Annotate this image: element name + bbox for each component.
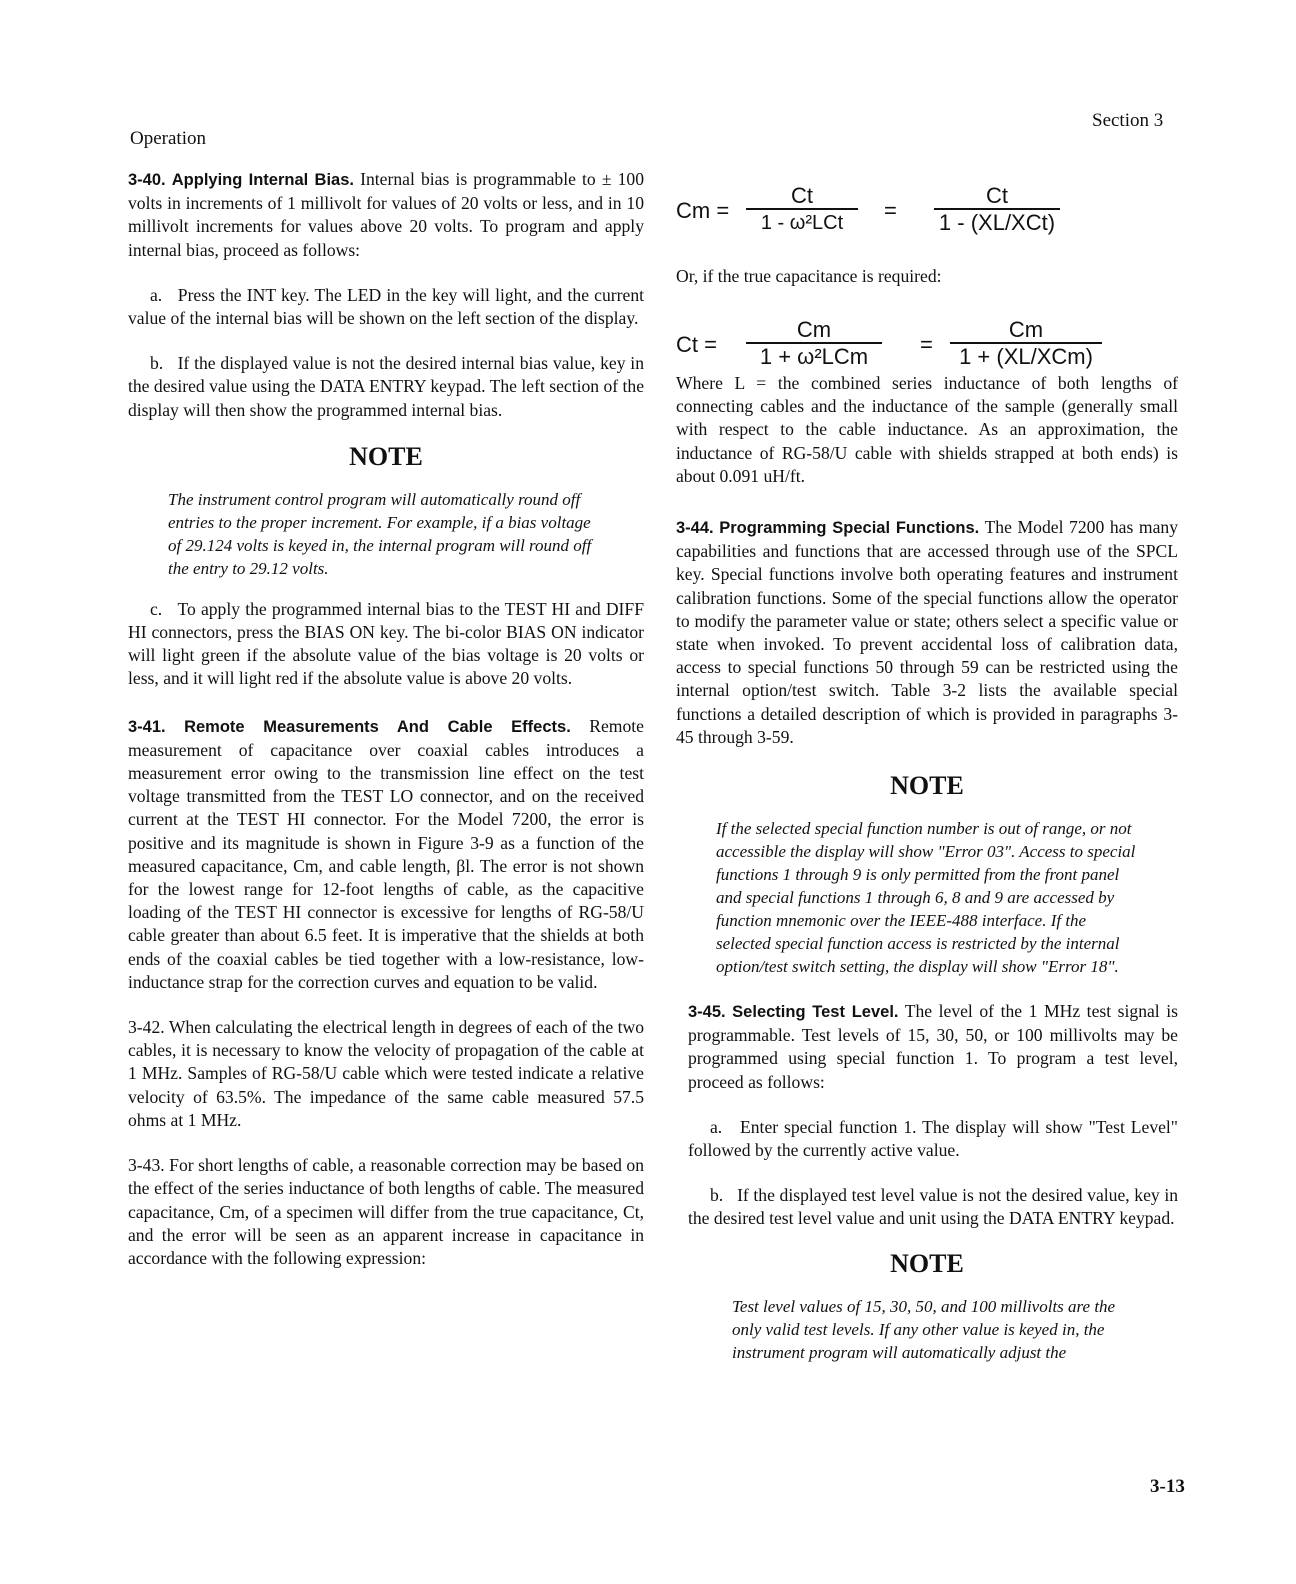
note-text: Test level values of 15, 30, 50, and 100 millivolts are the only valid test levels. If any other value is keyed in, the instrument program will automatically adjust the <box>732 1296 1116 1362</box>
step-c <box>128 598 644 691</box>
section-title: Selecting Test Level. <box>732 1003 899 1022</box>
equals-sign: = <box>884 198 897 223</box>
section-number: 3-42. <box>128 1017 165 1038</box>
fraction <box>746 184 858 236</box>
paragraph-text: Internal bias is programmable to ± 100 volts in increments of 1 millivolt for values of 20 volts or less, and in 10 millivolt increments for values above 20 volts. To program and apply internal bias, proceed as follows: <box>128 169 645 260</box>
equation-lhs: Cm = <box>676 198 730 223</box>
numerator: Ct <box>746 184 858 210</box>
section-number: 3-44. <box>676 519 714 538</box>
fraction <box>934 184 1060 236</box>
section-3-40 <box>128 168 644 262</box>
step-label: b. <box>150 353 164 374</box>
where-paragraph: Where L = the combined series inductance of both lengths of connecting cables and the inductance of the sample (generally small with respect to the cable inductance. As an approximation, the inductance of RG-58/U cable with shields strapped at both ends) is about 0.091 uH/ft. <box>676 373 1178 486</box>
denominator: 1 - (XL/XCt) <box>938 210 1056 235</box>
section-number: 3-41. <box>128 717 166 736</box>
section-number: 3-40. <box>128 171 166 189</box>
section-title: Applying Internal Bias. <box>171 171 354 189</box>
step-text: Enter special function 1. The display will show "Test Level" followed by the currently active value. <box>688 1116 1178 1161</box>
section-number: 3-45. <box>688 1003 726 1022</box>
numerator: Cm <box>950 318 1102 344</box>
denominator: 1 + ω²LCm <box>759 344 869 369</box>
step-label: b. <box>710 1185 724 1206</box>
running-header-left: Operation <box>130 128 206 149</box>
denominator: 1 - ω²LCt <box>760 212 844 234</box>
paragraph-text: The level of the 1 MHz test signal is programmable. Test levels of 15, 30, 50, or 100 millivolts may be programmed using special function 1. To program a test level, proceed as follows: <box>688 1001 1178 1092</box>
section-3-42 <box>128 1016 644 1132</box>
section-title: Remote Measurements And Cable Effects. <box>184 717 571 736</box>
section-3-44 <box>676 516 1178 749</box>
note-title: NOTE <box>890 771 964 801</box>
paragraph-text: For short lengths of cable, a reasonable correction may be based on the effect of the series inductance of both lengths of cable. The measured capacitance, Cm, of a specimen will differ from the true capacitance, Ct, and the error will be seen as an apparent increase in capacitance in accordance with the following expression: <box>128 1155 645 1268</box>
step-text: To apply the programmed internal bias to the TEST HI and DIFF HI connectors, press the BIAS ON key. The bi-color BIAS ON indicator will light green if the absolute value of the bias voltage is 20 volts or less, and it will light red if the absolute value is above 20 volts. <box>128 598 644 689</box>
right-column <box>676 372 1178 1364</box>
step-a <box>688 1116 1178 1162</box>
equation-lhs: Ct = <box>676 332 717 357</box>
section-3-43 <box>128 1154 644 1270</box>
step-text: If the displayed value is not the desired internal bias value, key in the desired value using the DATA ENTRY keypad. The left section of the display will then show the programmed internal bias. <box>128 353 645 420</box>
step-label: a. <box>710 1116 723 1137</box>
note-text: The instrument control program will automatically round off entries to the proper increment. For example, if a bias voltage of 29.124 volts is keyed in, the internal program will round off the entry to 29.12 volts. <box>168 489 592 578</box>
section-title: Programming Special Functions. <box>719 519 980 538</box>
step-label: c. <box>150 598 163 619</box>
fraction <box>746 318 882 370</box>
running-header-right: Section 3 <box>1092 110 1164 131</box>
fraction <box>950 318 1102 370</box>
step-text: If the displayed test level value is not the desired value, key in the desired test level value and unit using the DATA ENTRY keypad. <box>688 1185 1178 1229</box>
equation-intro: Or, if the true capacitance is required: <box>676 266 942 286</box>
note-text: If the selected special function number is out of range, or not accessible the display will show "Error 03". Access to special functions 1 through 9 is only permitted from the front panel and special functions 1 through 6, 8 and 9 are accessed by function mnemonic over the IEEE-488 interface. If the selected special function access is restricted by the internal option/test switch setting, the display will show "Error 18". <box>716 819 1136 977</box>
left-column <box>128 168 644 1270</box>
step-label: a. <box>150 284 163 305</box>
step-b <box>688 1184 1178 1230</box>
note-title: NOTE <box>890 1248 964 1278</box>
step-text: Press the INT key. The LED in the key will light, and the current value of the internal bias will be shown on the left section of the display. <box>128 284 645 329</box>
section-3-45 <box>688 1000 1178 1094</box>
page-number: 3-13 <box>1150 1476 1185 1497</box>
paragraph-text: When calculating the electrical length in degrees of each of the two cables, it is necessary to know the velocity of propagation of the cable at 1 MHz. Samples of RG-58/U cable which were tested indicate a relative velocity of 63.5%. The impedance of the same cable measured 57.5 ohms at 1 MHz. <box>128 1017 644 1130</box>
note-title: NOTE <box>349 441 423 471</box>
step-b <box>128 352 644 422</box>
paragraph-text: Remote measurement of capacitance over coaxial cables introduces a measurement error owing to the transmission line effect on the test voltage transmitted from the TEST LO connector, and on the received current at the TEST HI connector. For the Model 7200, the error is positive and its magnitude is shown in Figure 3-9 as a function of the measured capacitance, Cm, and cable length, βl. The error is not shown for the lowest range for 12-foot lengths of cable, as the capacitive loading of the TEST HI connector is excessive for lengths of RG-58/U cable greater than about 6.5 feet. It is imperative that the shields at both ends of the coaxial cables be tied together with a low-resistance, low-inductance strap for the correction curves and equation to be valid. <box>128 715 644 992</box>
step-a <box>128 284 644 330</box>
numerator: Ct <box>934 184 1060 210</box>
section-number: 3-43. <box>128 1155 165 1176</box>
section-3-41 <box>128 715 644 994</box>
denominator: 1 + (XL/XCm) <box>959 344 1093 369</box>
numerator: Cm <box>746 318 882 344</box>
equals-sign: = <box>920 332 933 357</box>
paragraph-text: The Model 7200 has many capabilities and functions that are accessed through use of the SPCL key. Special functions involve both operating features and instrument calibration functions. Some of the special functions allow the operator to modify the parameter value or state; others select a specific value or state when invoked. To prevent accidental loss of calibration data, access to special functions 50 through 59 can be restricted using the internal option/test switch. Table 3-2 lists the available special functions a detailed description of which is provided in paragraphs 3-45 through 3-59. <box>676 517 1178 747</box>
